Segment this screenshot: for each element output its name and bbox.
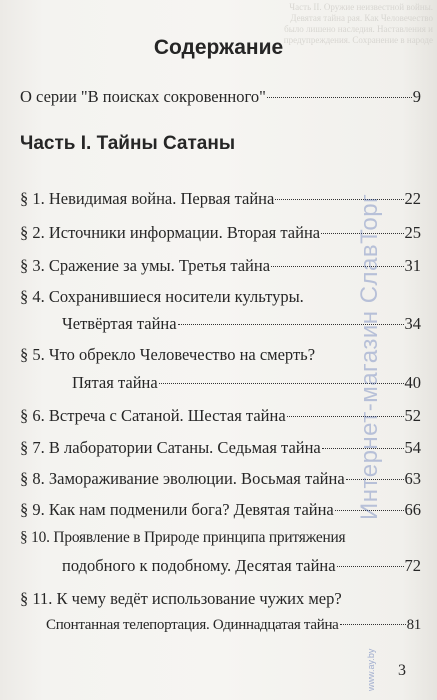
toc-entry-page: 72 xyxy=(404,556,421,575)
toc-entry-page: 22 xyxy=(404,189,421,208)
toc-entry-label: Спонтанная телепортация. Одиннадцатая тайна xyxy=(46,617,339,633)
dot-leader xyxy=(275,199,403,200)
toc-entry-label: подобного к подобному. Десятая тайна xyxy=(62,556,336,575)
toc-entry-label: § 11. К чему ведёт использование чужих мер? xyxy=(20,589,342,608)
toc-entry-label: Четвёртая тайна xyxy=(62,314,177,333)
toc-entry xyxy=(20,589,421,611)
toc-entry-label: § 1. Невидимая война. Первая тайна xyxy=(20,189,275,208)
toc-entry-label: § 9. Как нам подменили бога? Девятая тайна xyxy=(20,500,334,519)
toc-entry-label: § 10. Проявление в Природе принципа притяжения xyxy=(20,529,346,546)
toc-entry-page: 54 xyxy=(404,438,421,457)
toc-entry-continuation xyxy=(46,617,421,639)
toc-entry-page: 66 xyxy=(404,500,421,519)
toc-entry-page: 34 xyxy=(404,314,421,333)
toc-entry-label: § 4. Сохранившиеся носители культуры. xyxy=(20,287,304,306)
dot-leader xyxy=(267,97,412,98)
toc-entry-label: § 2. Источники информации. Вторая тайна xyxy=(20,223,321,242)
toc-entry-page: 63 xyxy=(404,469,421,488)
toc-entry-page: 25 xyxy=(404,223,421,242)
url-watermark: www.ay.by xyxy=(366,648,376,691)
toc-entry-page: 52 xyxy=(404,406,421,425)
toc-entry-label: § 3. Сражение за умы. Третья тайна xyxy=(20,256,271,275)
toc-entry-page: 31 xyxy=(404,256,421,275)
toc-entry-label: О серии "В поисках сокровенного" xyxy=(20,87,266,106)
toc-entry-page: 81 xyxy=(406,617,421,633)
toc-entry-label: § 8. Замораживание эволюции. Восьмая тайна xyxy=(20,469,345,488)
toc-entry-page: 9 xyxy=(412,87,421,106)
store-watermark: Интернет-магазин СлавТорг xyxy=(356,193,383,520)
toc-entry-label: Пятая тайна xyxy=(72,373,158,392)
part-title: Часть I. Тайны Сатаны xyxy=(20,133,236,154)
dot-leader xyxy=(287,416,404,417)
dot-leader xyxy=(337,566,404,567)
toc-entry-label: § 7. В лаборатории Сатаны. Седьмая тайна xyxy=(20,438,321,457)
toc-entry xyxy=(20,529,421,551)
page-number: 3 xyxy=(398,662,406,679)
contents-heading: Содержание xyxy=(153,36,284,59)
bleed-through-text: Часть II. Оружие неизвестной войны. Девятая тайна рая. Как Человечество было лишено наследия. Наставления и предупреждения. Сохранение в народе xyxy=(283,2,433,45)
toc-entry-page: 40 xyxy=(404,373,421,392)
toc-entry-label: § 5. Что обрекло Человечество на смерть? xyxy=(20,345,316,364)
toc-entry-label: § 6. Встреча с Сатаной. Шестая тайна xyxy=(20,406,286,425)
